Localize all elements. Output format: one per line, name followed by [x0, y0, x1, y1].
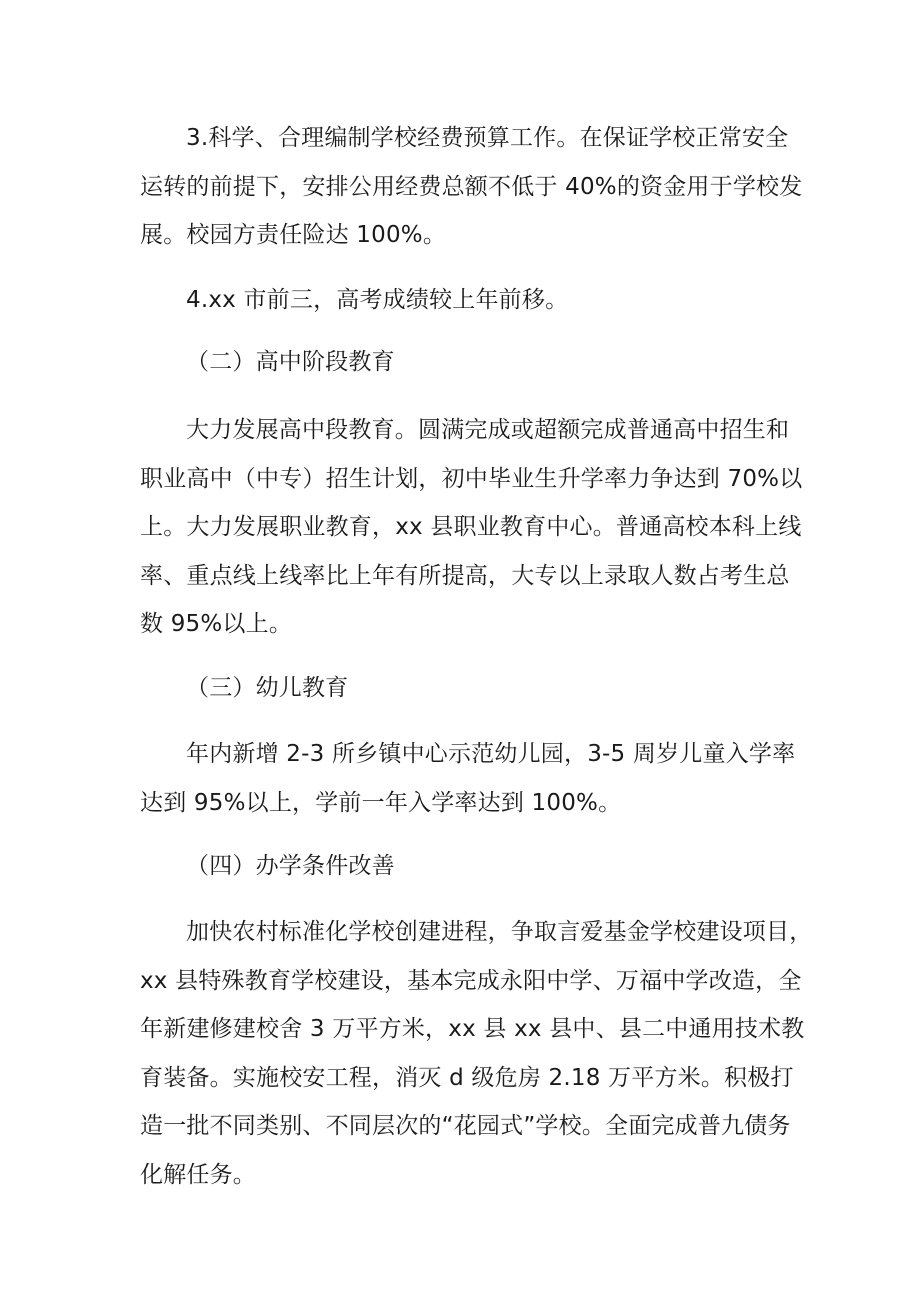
text-line: 上。大力发展职业教育，xx 县职业教育中心。普通高校本科上线: [140, 514, 802, 540]
text-line: 职业高中（中专）招生计划，初中毕业生升学率力争达到 70%以: [140, 465, 803, 492]
text-line: 达到 95%以上，学前一年入学率达到 100%。: [140, 789, 622, 816]
text-line: 造一批不同类别、不同层次的“花园式”学校。全面完成普九债务: [140, 1113, 791, 1139]
text-line: 率、重点线上线率比上年有所提高，大专以上录取人数占考生总: [140, 562, 790, 589]
section-heading: （三）幼儿教育: [186, 675, 349, 701]
paragraph-school-conditions: [140, 908, 813, 1199]
text-line: 加快农村标准化学校创建进程，争取言爱基金学校建设项目，: [186, 919, 813, 945]
paragraph-preschool: [140, 730, 796, 827]
text-line: 运转的前提下，安排公用经费总额不低于 40%的资金用于学校发: [140, 173, 803, 200]
paragraph-budget: [140, 114, 803, 260]
text-line: 3.科学、合理编制学校经费预算工作。在保证学校正常安全: [186, 125, 789, 151]
text-line: 育装备。实施校安工程，消灭 d 级危房 2.18 万平方米。积极打: [140, 1064, 794, 1091]
section-heading-high-school: [140, 338, 790, 387]
text-line: xx 县特殊教育学校建设，基本完成永阳中学、万福中学改造，全: [140, 967, 802, 994]
text-line: 年内新增 2-3 所乡镇中心示范幼儿园，3-5 周岁儿童入学率: [186, 741, 796, 767]
text-line: 化解任务。: [140, 1161, 256, 1188]
paragraph-exam-ranking: [140, 276, 790, 325]
text-line: 大力发展高中段教育。圆满完成或超额完成普通高中招生和: [186, 417, 790, 443]
section-heading: （四）办学条件改善: [186, 853, 395, 879]
text-line: 年新建修建校舍 3 万平方米，xx 县 xx 县中、县二中通用技术教: [140, 1016, 805, 1042]
section-heading: （二）高中阶段教育: [186, 349, 395, 375]
section-heading-preschool: [140, 664, 790, 713]
text-line: 数 95%以上。: [140, 611, 293, 637]
paragraph-high-school: [140, 406, 803, 649]
section-heading-school-conditions: [140, 842, 790, 891]
text-line: 4.xx 市前三，高考成绩较上年前移。: [186, 287, 569, 313]
text-line: 展。校园方责任险达 100%。: [140, 222, 447, 248]
